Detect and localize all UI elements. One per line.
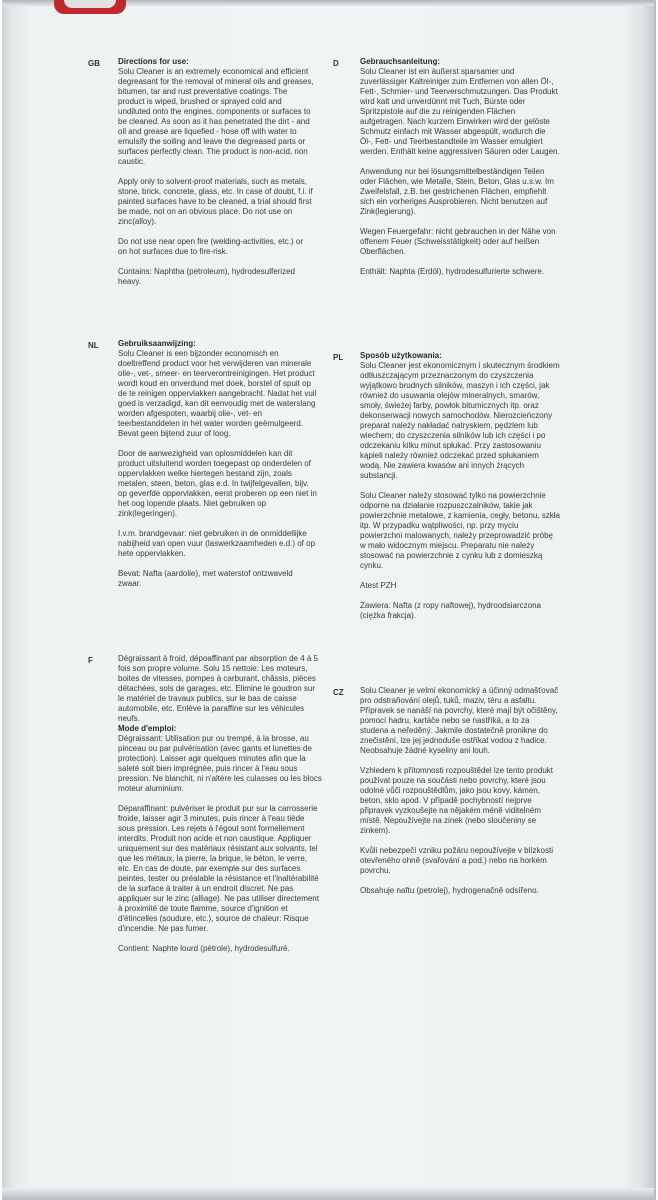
language-code-d: D — [333, 59, 339, 68]
gb-paragraph-2: Apply only to solvent-proof materials, such as metals, stone, brick, concrete, glass, etc. In case of doubt, f.i. if painted surfaces have to be cleaned, a trial should first be made, not on an obvious place. Do not use on zinc(alloy). — [118, 177, 313, 226]
nl-paragraph-2: Door de aanwezigheid van oplosmiddelen kan dit product uitsluitend worden toegepast op onderdelen of oppervlakken welke hiertegen bestand zijn, zoals metalen, steen, beton, glas e.d. In twijfelgevallen, bijv. op geverfde oppervlakken, eerst proberen op een niet in het oog lopende plaats. Niet gebruiken op zink(legeringen). — [118, 449, 317, 518]
section-pl — [360, 351, 560, 631]
gb-paragraph-4: Contains: Naphtha (petroleum), hydrodesulferized heavy. — [118, 267, 295, 286]
section-nl — [118, 339, 318, 599]
f-paragraph-2: Dégraissant: Utilisation pur ou trempé, à la brosse, au pinceau ou par pulvérisation (avec gants et lunettes de protection). Laisser agir quelques minutes afin que la saleté soit bien imprégnée, puis rincer à l'eau sous pression. Ne blanchit, ni n'altère les culasses ou les blocs moteur aluminium. — [118, 734, 322, 793]
gb-title: Directions for use: — [118, 57, 189, 66]
cap-inner-rim — [64, 0, 116, 8]
section-gb — [118, 57, 314, 297]
language-code-gb: GB — [88, 59, 100, 68]
cz-paragraph-2: Vzhledem k přítomnosti rozpouštědel lze tento produkt používat pouze na součásti nebo povrchy, které jsou odolné vůči rozpouštědlům, jako jsou kovy, kámen, beton, sklo apod. V případě pochybností nejprve připravek vyzkoušejte na nějakém méně viditelném místě. Nepoužívejte na zinek (nebo sloučeniny se zinkem). — [360, 766, 553, 835]
f-title: Mode d'emploi: — [118, 724, 177, 733]
pl-paragraph-3: Atest PZH — [360, 581, 397, 590]
d-paragraph-2: Anwendung nur bei lösungsmittelbeständigen Teilen oder Flächen, wie Metalle, Stein, Beton, Glas u.s.w. Im Zweifelsfall, z.B. bei gestrichenen Flächen, empfiehlt sich ein vorheriges Ausprobieren. Nicht benutzen auf Zink(legierung). — [360, 167, 554, 216]
gb-paragraph-3: Do not use near open fire (welding-activities, etc.) or on hot surfaces due to fire-risk. — [118, 237, 303, 256]
cz-paragraph-4: Obsahuje naftu (petrolej), hydrogenačně odsířeno. — [360, 886, 539, 895]
pl-paragraph-2: Solu Cleaner należy stosować tylko na powierzchnie odporne na działanie rozpuszczalników, takie jak powierzchnie metalowe, z kamienia, cegły, betonu, szkła itp. W przypadku wątpliwości, np. przy myciu powierzchni malowanych, należy przeprowadzić próbę w mało widocznym miejscu. Preparatu nie należy stosować na powierzchnie z cynku lub z domieszką cynku. — [360, 491, 560, 570]
nl-paragraph-1: Solu Cleaner is een bijzonder economisch en doeltreffend product voor het verwijderen van minerale olie-, vet-, smeer- en teerverontreinigingen. Het product wordt koud en onverdund met doek, borstel of spuit op de te reinigen oppervlakken aangebracht. Nadat het vuil goed is verzadigd, kan dit eenvoudig met de waterslang worden afgespoten, waarbij olie-, vet- en teerbestanddelen in het water worden geëmulgeerd. Bevat geen bijtend zuur of loog. — [118, 349, 317, 438]
f-paragraph-3: Déparaffinant: pulvériser le produit pur sur la carrosserie froide, laisser agir 3 minutes, puis rincer à l'eau tiède sous pression. Les rejets à l'égout sont formellement interdits. Produit non acide et non caustique. Appliquer uniquement sur des matériaux résistant aux solvants, tel que les métaux, la pierre, la brique, le béton, le verre, etc. En cas de doute, par exemple sur des surfaces peintes, tester ou préalable la résistance et l'inaltérabilité de la surface à traiter à un endroit discret. Ne pas appliquer sur le zinc (alliage). Ne pas utiliser directement à proximité de toute flamme, source d'ignition et d'étincelles (soudure, etc.), source de chaleur: Risque d'incendie. Ne pas fumer. — [118, 804, 319, 933]
section-cz — [360, 686, 560, 906]
pl-title: Sposób użytkowania: — [360, 351, 442, 360]
pl-paragraph-4: Zawiera: Nafta (z ropy naftowej), hydroodsiarczona (ciężka frakcja). — [360, 601, 541, 620]
nl-paragraph-4: Bevat: Nafta (aardolie), met waterstof ontzwaveld zwaar. — [118, 569, 293, 588]
d-paragraph-4: Enthält: Naphta (Erdöl), hydrodesulfurierte schwere. — [360, 267, 545, 276]
section-d — [360, 57, 560, 287]
f-paragraph-1: Dégraissant à froid, dépoaffinant par absorption de 4 à 5 fois son propre volume. Solu 15 nettoie: Les moteurs, boites de vitesses, pompes à carburant, châssis, pièces détachées, sols de garages, etc. Elimine le goudron sur le matériel de travaux publics, sur le bas de caisse automobile, etc. Enlève la paraffine sur les véhicules neufs. — [118, 654, 318, 723]
nl-title: Gebruiksaanwijzing: — [118, 339, 196, 348]
d-title: Gebrauchsanleitung: — [360, 57, 441, 66]
f-paragraph-4: Contient: Naphte lourd (pétrole), hydrodesulfuré. — [118, 944, 290, 953]
cz-paragraph-1: Solu Cleaner je velmi ekonomický a účinný odmašťovač pro odstraňování olejů, tuků, maziv, téru a asfaltu. Přípravek se nanáší na povrchy, které mají být očištěny, pomocí hadru, kartáče nebo se nastříká, a to za studena a neředěný. Jakmile dostatečně pronikne do znečistění, lze jej jednoduše ostříkat vodou z hadice. Neobsahuje žádné kyseliny ani louh. — [360, 686, 559, 755]
d-paragraph-3: Wegen Feuergefahr: nicht gebrauchen in der Nähe von offenem Feuer (Schweisstätigkeit) oder auf heißen Oberflächen. — [360, 227, 556, 256]
pl-paragraph-1: Solu Cleaner jest ekonomicznym i skutecznym środkiem odtłuszczającym przeznaczonym do czyszczenia wyjątkowo brudnych silników, maszyn i ich części, jak również do usuwania olejów mineralnych, smarów, smoły, świeżej farby, powłok bitumicznych itp. oraz dekonserwacji nowych samochodów. Nierozcieńczony preparat należy nakładać natryskiem, pędzlem lub wiechem; do czyszczenia silników lub ich części i po odczekaniu kilku minut spłukać. Przy zastosowaniu kąpieli należy również odczekać przed spłukaniem wodą. Nie zawiera kwasów ani innych żrących substancji. — [360, 361, 560, 480]
canister-bottom-edge — [2, 1188, 654, 1200]
language-code-cz: CZ — [333, 688, 344, 697]
language-code-nl: NL — [88, 341, 99, 350]
d-paragraph-1: Solu Cleaner ist ein äußerst sparsamer und zuverlässiger Kaltreiniger zum Entfernen von allen Öl-, Fett-, Schmier- und Teerverschmutzungen. Das Produkt wird kalt und unverdünnt mit Tuch, Bürste oder Spritzpistole auf die zu reinigenden Flächen aufgetragen. Nach kurzem Einwirken wird der gelöste Schmutz einfach mit Wasser abgespült, wodurch die Öl-, Fett- und Teerbestandteile im Wasser emulgiert werden. Enthält keine aggressiven Säuren oder Laugen. — [360, 67, 560, 156]
language-code-pl: PL — [333, 353, 344, 362]
gb-paragraph-1: Solu Cleaner is an extremely economical and efficient degreasant for the removal of mineral oils and greases, bitumen, tar and rust preventative coatings. The product is wiped, brushed or sprayed cold and undiluted onto the engines, components or surfaces to be cleaned. As soon as it has penetrated the dirt - and oil and grease are liquefied - hose off with water to emulsify the soiling and leave the degreased parts or surfaces perfectly clean. The product is non-acid, non caustic. — [118, 67, 314, 166]
language-code-f: F — [88, 656, 93, 665]
cz-paragraph-3: Kvůli nebezpečí vzniku požáru nepoužívejte v blízkosti otevřeného ohně (svařování a pod.) nebo na horkém povrchu. — [360, 846, 553, 875]
section-f — [118, 654, 322, 964]
nl-paragraph-3: I.v.m. brandgevaar: niet gebruiken in de onmiddellijke nabijheid van open vuur (laswerkzaamheden e.d.) of op hete oppervlakken. — [118, 529, 316, 558]
